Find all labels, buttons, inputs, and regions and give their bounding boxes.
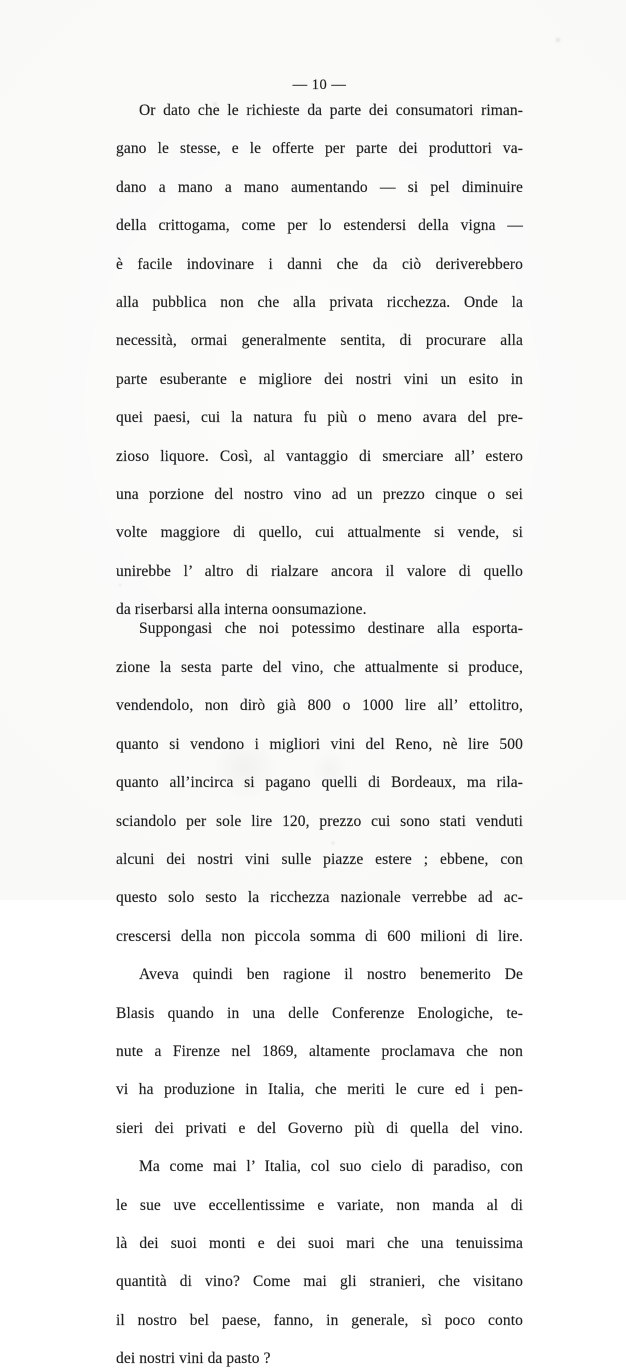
text-line: necessità, ormai generalmente sentita, di procurare alla <box>116 332 523 350</box>
paragraph-3 <box>116 965 523 1157</box>
text-line: vendendolo, non dirò già 800 o 1000 lire all’ ettolitro, <box>116 697 523 715</box>
text-line: unirebbe l’ altro di rialzare ancora il valore di quello <box>116 562 523 580</box>
text-line: Suppongasi che noi potessimo destinare alla esporta- <box>139 620 523 638</box>
text-line: Aveva quindi ben ragione il nostro benemerito De <box>139 966 523 984</box>
text-line: della crittogama, come per lo estendersi della vigna — <box>116 217 523 235</box>
text-line: Ma come mai l’ Italia, col suo cielo di paradiso, con <box>139 1158 523 1176</box>
text-line: sciandolo per sole lire 120, prezzo cui sono stati venduti <box>116 812 523 830</box>
text-line: Blasis quando in una delle Conferenze Enologiche, te- <box>116 1004 523 1022</box>
text-line: alcuni dei nostri vini sulle piazze estere ; ebbene, con <box>116 850 523 868</box>
text-line: volte maggiore di quello, cui attualmente si vende, si <box>116 524 523 542</box>
paragraph-2 <box>116 619 523 965</box>
text-line: una porzione del nostro vino ad un prezzo cinque o sei <box>116 486 523 504</box>
text-line: crescersi della non piccola somma di 600 milioni di lire. <box>116 927 523 945</box>
text-line: quanto all’incirca si pagano quelli di Bordeaux, ma rila- <box>116 774 523 792</box>
text-line: dei nostri vini da pasto ? <box>116 1350 271 1368</box>
text-line: gano le stesse, e le offerte per parte dei produttori va- <box>116 140 523 158</box>
text-line: dano a mano a mano aumentando — si pel diminuire <box>116 178 523 196</box>
text-line: zione la sesta parte del vino, che attualmente si produce, <box>116 658 523 676</box>
page-number: — 10 — <box>292 77 347 93</box>
text-line: quantità di vino? Come mai gli stranieri, che visitano <box>116 1273 523 1291</box>
text-line: Or dato che le richieste da parte dei consumatori riman- <box>139 102 523 119</box>
text-line: vi ha produzione in Italia, che meriti le cure ed i pen- <box>116 1081 523 1099</box>
text-line: da riserbarsi alla interna oonsumazione. <box>116 601 367 619</box>
text-line: è facile indovinare i danni che da ciò deriverebbero <box>116 255 523 273</box>
text-line: là dei suoi monti e dei suoi mari che una tenuissima <box>116 1234 523 1252</box>
text-line: il nostro bel paese, fanno, in generale, sì poco conto <box>116 1311 523 1329</box>
text-line: nute a Firenze nel 1869, altamente proclamava che non <box>116 1042 523 1060</box>
body-text <box>116 101 523 1368</box>
paragraph-1 <box>116 101 523 619</box>
text-line: quei paesi, cui la natura fu più o meno avara del pre- <box>116 409 523 427</box>
text-line: zioso liquore. Così, al vantaggio di smerciare all’ estero <box>116 447 523 465</box>
text-line: questo solo sesto la ricchezza nazionale verrebbe ad ac- <box>116 889 523 907</box>
text-line: quanto si vendono i migliori vini del Reno, nè lire 500 <box>116 735 523 753</box>
text-line: alla pubblica non che alla privata ricchezza. Onde la <box>116 294 523 312</box>
paragraph-4 <box>116 1157 523 1368</box>
text-line: parte esuberante e migliore dei nostri vini un esito in <box>116 370 523 388</box>
text-line: le sue uve eccellentissime e variate, non manda al di <box>116 1196 523 1214</box>
text-line: sieri dei privati e del Governo più di quella del vino. <box>116 1119 523 1137</box>
